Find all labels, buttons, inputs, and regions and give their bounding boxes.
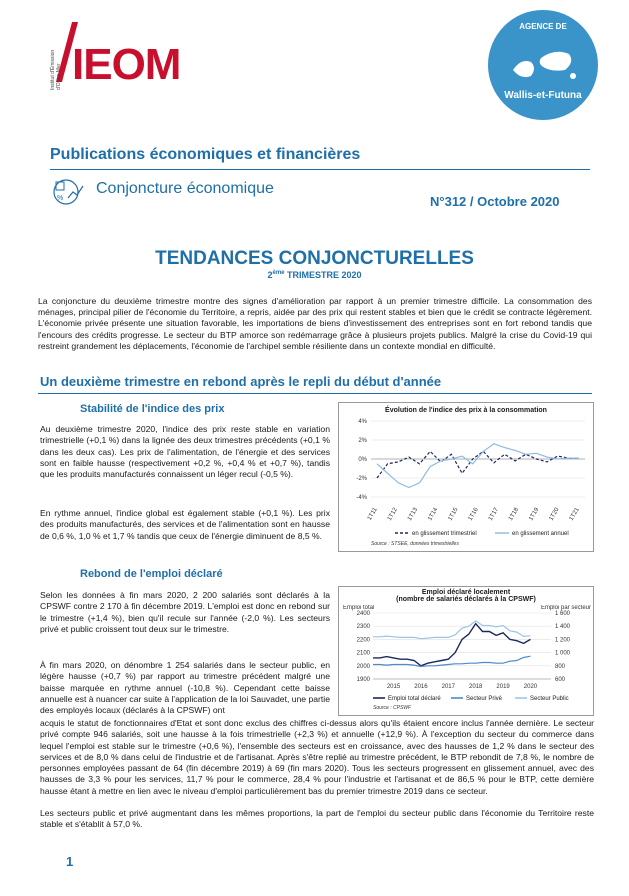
y-tick-label: -2% <box>356 476 367 482</box>
islands-icon <box>503 40 583 90</box>
y-tick-label: 4% <box>358 419 367 425</box>
legend-label: Secteur Privé <box>466 696 503 702</box>
x-tick-label: 2017 <box>441 684 455 690</box>
y-axis-right-label: Emploi par secteur <box>540 605 591 611</box>
y-tick-label: 0% <box>358 457 367 463</box>
title-divider <box>50 169 590 170</box>
chart-prix <box>338 402 594 552</box>
agence-logo <box>488 10 598 120</box>
y-tick-label: 2% <box>358 438 367 444</box>
publication-title: Publications économiques et financières <box>50 146 361 163</box>
legend-label: Secteur Public <box>530 696 569 702</box>
paragraph-emploi-3: acquis le statut de fonctionnaires d'Etat et sont donc exclus des chiffres ci-dessus alors qu'ils étaient encore inclus l'année dernière. Le secteur privé compte 946 salariés, soit une hausse à la fois trimestrielle (+2,3 %) et annuelle (+12,9 %). À l'exception du secteur du commerce dans lequel l'emploi est stable sur le trimestre (+0,6 %), l'ensemble des secteurs est en croissance, avec des hausses de 1,2 % dans le secteur des services et de 8,0 % dans celui de l'industrie et de l'artisanat. Après s'être replié au trimestre précédent, le BTP rebondit de 7,8 %, le nombre de personnes employées passant de 64 (fin décembre 2019) à 69 (fin mars 2020). Tous les secteurs progressent en glissement annuel, avec des hausses de 3,3 % pour les services, 11,7 % pour le commerce, 28,4 % pour l'industrie et l'artisanat et de 86,5 % pour le BTP, cette dernière hausse étant à mettre en lien avec le niveau d'emploi particulièrement bas du premier trimestre 2019 dans ce secteur. <box>40 718 594 796</box>
y-tick-right: 800 <box>555 663 566 670</box>
series-line-1 <box>373 656 531 666</box>
agence-top-text: AGENCE DE <box>519 22 567 31</box>
y-tick-left: 2200 <box>356 637 370 644</box>
paragraph-emploi-1: Selon les données à fin mars 2020, 2 200 salariés sont déclarés à la CPSWF contre 2 170 à fin décembre 2019. L'emploi est donc en rebond sur le trimestre (+1,4 %), bien qu'il recule sur l'année (-2,0 %). Les secteurs privé et public croissent tout deux sur le trimestre. <box>40 590 330 634</box>
intro-paragraph: La conjoncture du deuxième trimestre montre des signes d'amélioration par rapport à un premier trimestre difficile. La consommation des ménages, principal pilier de l'économie du Territoire, a repris, aidée par des prix qui restent stables et bien que le crédit se contracte légèrement. L'économie privée présente une situation favorable, les importations de biens d'investissement des entreprises sont en fort rebond tandis que l'encours des crédits progresse. Le secteur du BTP amorce son redémarrage grâce à plusieurs projets publics. Malgré la crise du Covid-19 qui restreint grandement les déplacements, l'économie de l'archipel semble résiliente dans un contexte mondial en difficulté. <box>38 296 592 351</box>
y-tick-left: 2300 <box>356 624 370 631</box>
chart-prix-svg <box>339 415 593 550</box>
x-tick-label: 1T12 <box>386 507 399 522</box>
y-tick-right: 1 200 <box>555 637 571 644</box>
legend-label: Emploi total déclaré <box>388 696 441 702</box>
y-tick-right: 1 400 <box>555 624 571 631</box>
chart-emploi <box>338 586 594 716</box>
y-tick-right: 1 600 <box>555 611 571 617</box>
logo-side-text: Institut d'Émission d'Outre-Mer <box>50 49 62 90</box>
series-line-0 <box>373 624 531 666</box>
conjoncture-icon <box>50 174 90 206</box>
agence-bottom-text: Wallis-et-Futuna <box>504 90 582 101</box>
x-tick-label: 1T19 <box>528 507 541 522</box>
x-tick-label: 1T13 <box>407 507 420 522</box>
y-tick-left: 2100 <box>356 650 370 657</box>
main-title: TENDANCES CONJONCTURELLES <box>155 248 474 269</box>
ieom-logo: IEOM <box>72 40 181 89</box>
x-tick-label: 2019 <box>496 684 510 690</box>
x-tick-label: 2015 <box>386 684 401 690</box>
chart-prix-title: Évolution de l'indice des prix à la consommation <box>385 407 547 414</box>
x-tick-label: 1T11 <box>366 507 379 522</box>
chart-emploi-subtitle: (nombre de salariés déclarés à la CPSWF) <box>396 596 536 603</box>
page-number: 1 <box>66 854 74 869</box>
x-tick-label: 1T16 <box>467 507 480 522</box>
chart-emploi-title: Emploi déclaré localement <box>421 589 511 596</box>
paragraph-emploi-4: Les secteurs public et privé augmentant dans les mêmes proportions, la part de l'emploi du secteur public dans l'économie du Territoire reste stable et s'établit à 57,0 %. <box>40 808 594 830</box>
subheading-prix: Stabilité de l'indice des prix <box>80 403 225 415</box>
x-tick-label: 1T15 <box>447 507 460 522</box>
series-line-0 <box>377 451 579 478</box>
paragraph-prix-2: En rythme annuel, l'indice global est également stable (+0,1 %). Les prix des produits manufacturés, des services et de l'alimentation sont en hausse de 0,6 %, 1,0 % et 1,7 % tandis que ceux de l'énergie diminuent de 8,5 %. <box>40 508 330 541</box>
legend-label: en glissement annuel <box>512 531 569 537</box>
x-tick-label: 2018 <box>469 684 483 690</box>
series-line-1 <box>377 444 579 488</box>
issue-number: N°312 / Octobre 2020 <box>430 194 560 209</box>
x-tick-label: 1T20 <box>548 507 561 522</box>
chart-source: Source : STSEE, données trimestrielles <box>371 541 459 547</box>
paragraph-prix-1: Au deuxième trimestre 2020, l'indice des prix reste stable en variation trimestrielle (+0,1 %) dans la lignée des deux trimestres précédents (+0,1 % dans les deux cas). Les prix de l'alimentation, de l'énergie et des services sont en faible hausse (respectivement +0,2 %, +0,4 % et +0,7 %), tandis que les produits manufacturés connaissent un léger recul (-0,5 %). <box>40 424 330 480</box>
y-tick-right: 1 000 <box>555 650 571 657</box>
y-axis-left-label: Emploi total <box>343 605 375 611</box>
chart-emploi-svg <box>339 605 593 715</box>
chart-source: Source : CPSWF <box>373 705 412 711</box>
svg-text:%: % <box>57 195 64 202</box>
section-label: Conjoncture économique <box>96 180 274 197</box>
y-tick-left: 2400 <box>356 611 370 617</box>
y-tick-label: -4% <box>356 495 367 501</box>
section-divider <box>38 393 592 394</box>
x-tick-label: 1T18 <box>508 507 521 522</box>
y-tick-left: 2000 <box>356 663 370 670</box>
x-tick-label: 1T17 <box>487 507 500 522</box>
y-tick-left: 1900 <box>356 677 370 683</box>
y-tick-right: 600 <box>555 677 566 683</box>
x-tick-label: 2020 <box>523 684 538 690</box>
subheading-emploi: Rebond de l'emploi déclaré <box>80 568 223 580</box>
x-tick-label: 1T14 <box>427 507 440 522</box>
legend-label: en glissement trimestriel <box>412 531 477 537</box>
x-tick-label: 2016 <box>414 684 428 690</box>
paragraph-emploi-2: À fin mars 2020, on dénombre 1 254 salariés dans le secteur public, en légère hausse (+0,7 %) par rapport au trimestre précédent malgré une baisse marquée en rythme annuel (-10,8 %). Cependant cette baisse annuelle est à nuancer car suite à l'application de la loi Sauvadet, une partie des employés locaux (déclarés à la CPSWF) ont <box>40 660 330 716</box>
sub-title: 2ème TRIMESTRE 2020 <box>267 270 362 280</box>
x-tick-label: 1T21 <box>568 507 581 522</box>
section-heading: Un deuxième trimestre en rebond après le repli du début d'année <box>40 374 442 389</box>
